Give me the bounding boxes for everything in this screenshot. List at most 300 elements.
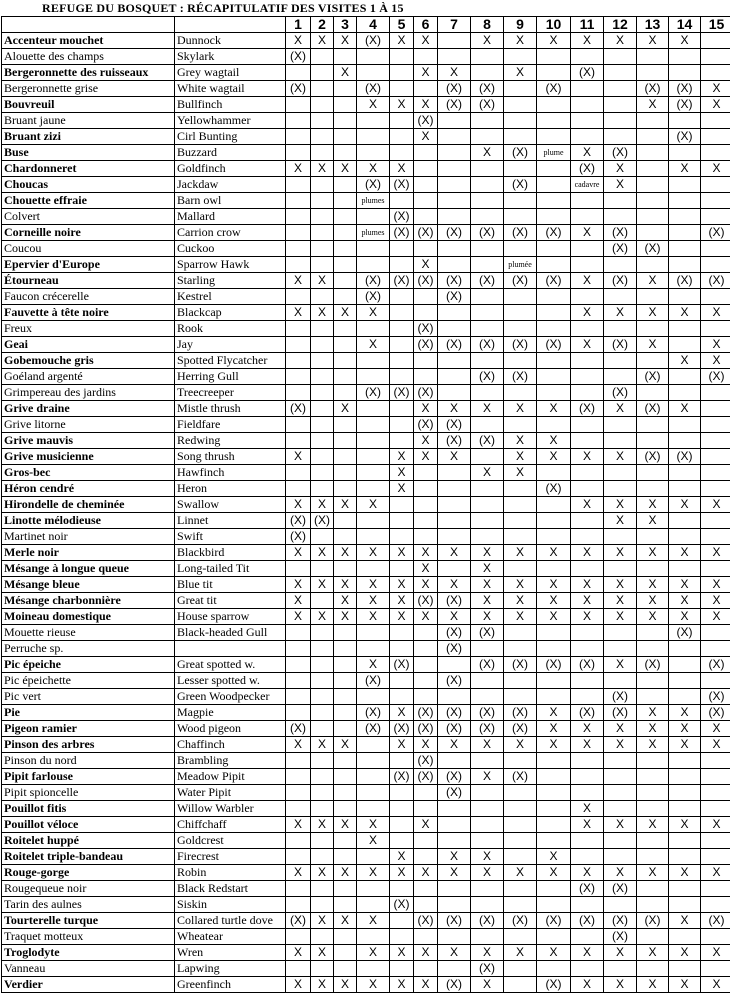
observation-cell [286,289,311,305]
observation-cell [286,353,311,369]
observation-cell [701,769,730,785]
observation-cell [537,801,571,817]
observation-cell: X [334,33,357,49]
observation-cell: (X) [471,657,504,673]
observation-cell: X [571,33,604,49]
table-row [2,161,730,177]
observation-cell [357,65,390,81]
observation-cell [334,881,357,897]
observation-cell: (X) [438,225,471,241]
observation-cell [286,465,311,481]
observation-cell [311,561,334,577]
species-english-name: Treecreeper [175,385,286,401]
observation-cell [390,561,414,577]
observation-cell: X [286,497,311,513]
observation-cell [571,97,604,113]
observation-cell: X [669,545,701,561]
observation-cell [637,193,669,209]
observation-cell [669,833,701,849]
observation-cell: X [357,945,390,961]
observation-cell [637,529,669,545]
observation-cell [334,801,357,817]
observation-cell: X [604,593,637,609]
observation-cell: X [669,945,701,961]
observation-cell: (X) [390,273,414,289]
observation-cell: X [604,609,637,625]
table-row [2,961,730,977]
observation-cell [701,417,730,433]
observation-cell [390,801,414,817]
table-row [2,865,730,881]
observation-cell: X [414,865,438,881]
species-french-name: Gobemouche gris [2,353,175,369]
observation-cell: X [438,65,471,81]
observation-cell [438,497,471,513]
observation-cell [537,385,571,401]
observation-cell: (X) [537,913,571,929]
observation-cell: (X) [571,401,604,417]
observation-cell: (X) [438,705,471,721]
species-french-name: Pic épeichette [2,673,175,689]
observation-cell [414,369,438,385]
observation-cell [701,33,730,49]
observation-cell [334,529,357,545]
observation-cell [669,753,701,769]
observation-cell: X [357,833,390,849]
species-english-name: Wood pigeon [175,721,286,737]
observation-cell [357,449,390,465]
observation-cell [669,289,701,305]
observation-cell [311,177,334,193]
observation-cell [637,849,669,865]
observation-cell [334,97,357,113]
observation-cell [414,353,438,369]
observation-cell [286,561,311,577]
observation-cell: X [286,593,311,609]
observation-cell [311,417,334,433]
observation-cell: (X) [504,769,537,785]
observation-cell [701,65,730,81]
species-french-name: Coucou [2,241,175,257]
observation-cell: (X) [390,225,414,241]
observation-cell: (X) [357,273,390,289]
observation-cell: X [637,305,669,321]
table-row [2,977,730,993]
observation-cell: X [414,433,438,449]
observation-cell: (X) [414,913,438,929]
observation-cell [471,449,504,465]
observation-cell: (X) [438,273,471,289]
species-english-name: Cirl Bunting [175,129,286,145]
observation-cell [537,497,571,513]
observation-cell [701,385,730,401]
observation-cell [471,481,504,497]
observation-cell [604,81,637,97]
observation-cell: X [390,33,414,49]
observation-cell: (X) [669,129,701,145]
observation-cell [669,369,701,385]
observation-cell: (X) [357,673,390,689]
observation-cell: X [311,977,334,993]
observation-cell: X [571,225,604,241]
observation-cell [438,49,471,65]
observation-cell: X [286,161,311,177]
observation-cell: X [669,705,701,721]
observation-cell [604,353,637,369]
observation-cell: X [537,33,571,49]
observation-cell [390,241,414,257]
observation-cell: (X) [286,401,311,417]
observation-cell: X [669,609,701,625]
table-row [2,769,730,785]
table-row [2,737,730,753]
observation-cell: X [669,817,701,833]
table-row [2,257,730,273]
observation-cell [334,241,357,257]
table-row [2,609,730,625]
observation-cell: X [604,721,637,737]
species-french-name: Martinet noir [2,529,175,545]
observation-cell [471,673,504,689]
observation-cell [637,897,669,913]
observation-cell [286,337,311,353]
observation-cell [414,481,438,497]
observation-cell [504,817,537,833]
observation-cell: X [604,577,637,593]
observation-cell [604,833,637,849]
observation-cell [637,353,669,369]
observation-cell [537,641,571,657]
observation-cell [390,113,414,129]
observation-cell [357,961,390,977]
observation-cell [701,785,730,801]
table-row [2,657,730,673]
observation-cell [390,129,414,145]
observation-cell: (X) [604,929,637,945]
species-french-name: Pipit spioncelle [2,785,175,801]
species-french-name: Hirondelle de cheminée [2,497,175,513]
observation-cell: X [571,945,604,961]
observation-cell [357,849,390,865]
observation-cell: (X) [357,721,390,737]
observation-cell: X [311,305,334,321]
observation-cell: X [357,977,390,993]
observation-cell: X [286,33,311,49]
observation-cell: X [504,433,537,449]
observation-cell: X [334,977,357,993]
observation-cell: X [637,609,669,625]
species-english-name: Heron [175,481,286,497]
table-row [2,81,730,97]
observation-cell [390,193,414,209]
observation-cell: (X) [390,657,414,673]
species-english-name: Blackcap [175,305,286,321]
observation-cell: X [357,161,390,177]
observation-cell [537,513,571,529]
observation-cell: (X) [471,337,504,353]
observation-cell [504,161,537,177]
observation-cell [637,881,669,897]
observation-cell: (X) [357,81,390,97]
observation-cell [537,529,571,545]
observation-cell: X [414,609,438,625]
table-row [2,817,730,833]
observation-cell: X [414,33,438,49]
table-row [2,833,730,849]
species-french-name: Pipit farlouse [2,769,175,785]
observation-cell [537,961,571,977]
species-french-name: Colvert [2,209,175,225]
observation-cell [637,929,669,945]
observation-cell: X [438,737,471,753]
observation-cell: X [701,161,730,177]
observation-cell [604,769,637,785]
observation-cell: (X) [504,337,537,353]
observation-cell: X [571,337,604,353]
observation-cell: (X) [414,337,438,353]
observation-cell [438,561,471,577]
species-french-name: Accenteur mouchet [2,33,175,49]
species-english-name: Blackbird [175,545,286,561]
observation-cell [604,753,637,769]
observation-cell [438,833,471,849]
observation-cell [286,961,311,977]
observation-cell: (X) [637,913,669,929]
observation-cell [504,241,537,257]
observation-cell [604,193,637,209]
observation-cell [357,689,390,705]
species-english-name: Long-tailed Tit [175,561,286,577]
observation-cell [357,641,390,657]
observation-cell: X [637,545,669,561]
observation-cell [390,881,414,897]
observation-cell: X [357,865,390,881]
observation-cell [537,209,571,225]
observation-cell: (X) [390,721,414,737]
observation-cell: X [390,945,414,961]
observation-cell [438,801,471,817]
observation-cell [504,801,537,817]
observation-cell [357,753,390,769]
species-french-name: Tarin des aulnes [2,897,175,913]
observation-cell [286,705,311,721]
observation-cell [537,929,571,945]
observation-cell [669,193,701,209]
observation-cell: X [438,449,471,465]
observation-cell [311,801,334,817]
observation-cell [637,65,669,81]
observation-cell [701,257,730,273]
observation-cell: (X) [471,721,504,737]
observation-cell: X [571,721,604,737]
table-row [2,321,730,337]
observation-cell: X [334,913,357,929]
observation-cell: X [571,545,604,561]
observation-cell: X [334,865,357,881]
observation-cell [701,561,730,577]
observation-cell: X [414,561,438,577]
observation-cell [637,481,669,497]
observation-cell [504,929,537,945]
species-french-name: Pie [2,705,175,721]
observation-cell: X [286,273,311,289]
observation-cell [311,673,334,689]
observation-cell [311,593,334,609]
observation-cell [701,449,730,465]
observation-cell: X [438,545,471,561]
observation-cell: X [334,737,357,753]
observation-cell: cadavre [571,177,604,193]
observation-cell: (X) [537,81,571,97]
observation-cell [390,529,414,545]
observation-cell [438,257,471,273]
observation-cell [286,241,311,257]
species-french-name: Bergeronnette des ruisseaux [2,65,175,81]
table-row [2,625,730,641]
observation-cell [390,321,414,337]
observation-cell [471,241,504,257]
table-row [2,417,730,433]
observation-cell [438,753,471,769]
observation-cell [571,529,604,545]
observation-cell [537,897,571,913]
observation-cell: X [504,65,537,81]
observation-cell: X [471,33,504,49]
observation-cell [357,209,390,225]
species-english-name: Song thrush [175,449,286,465]
visit-number-header: 10 [537,17,571,33]
observation-cell: X [537,865,571,881]
species-english-name: Willow Warbler [175,801,286,817]
observation-cell: (X) [286,721,311,737]
observation-cell: X [357,497,390,513]
observation-cell [357,561,390,577]
observation-cell [504,385,537,401]
observation-cell: (X) [701,225,730,241]
species-french-name: Mésange bleue [2,577,175,593]
observation-cell [637,961,669,977]
observation-cell [286,177,311,193]
table-row [2,385,730,401]
observation-cell [334,337,357,353]
observation-cell: (X) [571,705,604,721]
observation-cell: (X) [537,481,571,497]
observation-cell [537,753,571,769]
table-row [2,945,730,961]
observation-cell [334,481,357,497]
observation-cell [357,881,390,897]
observation-cell [334,209,357,225]
observation-cell: (X) [414,113,438,129]
observation-cell: X [571,305,604,321]
species-english-name: Jackdaw [175,177,286,193]
observation-cell: (X) [637,81,669,97]
observation-cell [334,369,357,385]
observation-cell: X [604,449,637,465]
observation-cell: X [637,33,669,49]
observation-cell: (X) [390,177,414,193]
species-french-name: Verdier [2,977,175,993]
observation-cell [637,177,669,193]
observation-cell [604,417,637,433]
observation-cell [311,401,334,417]
observation-cell [286,657,311,673]
visit-number-header: 15 [701,17,730,33]
observation-cell: (X) [504,369,537,385]
observation-cell [537,97,571,113]
species-french-name: Perruche sp. [2,641,175,657]
observation-cell [286,417,311,433]
observation-cell [286,433,311,449]
observation-cell: X [357,97,390,113]
observation-cell: (X) [311,513,334,529]
observation-cell: X [471,577,504,593]
observation-cell [504,897,537,913]
observation-cell: (X) [604,241,637,257]
table-row [2,497,730,513]
observation-cell [504,673,537,689]
species-english-name [175,641,286,657]
observation-cell [604,529,637,545]
observation-cell [438,385,471,401]
observation-cell [669,929,701,945]
observation-cell: (X) [571,657,604,673]
observation-cell [334,625,357,641]
observation-cell [286,689,311,705]
observation-cell [334,193,357,209]
species-english-name: Buzzard [175,145,286,161]
observation-cell [438,689,471,705]
table-row [2,225,730,241]
observation-cell [311,641,334,657]
observation-cell: (X) [537,337,571,353]
observation-cell: (X) [286,81,311,97]
observation-cell: X [604,305,637,321]
species-english-name: Hawfinch [175,465,286,481]
observation-cell: X [334,577,357,593]
observation-cell: (X) [414,753,438,769]
observation-cell [701,241,730,257]
species-french-name: Choucas [2,177,175,193]
species-french-name: Traquet motteux [2,929,175,945]
visit-number-header: 3 [334,17,357,33]
observation-cell [701,881,730,897]
observation-cell [357,529,390,545]
observation-cell [571,417,604,433]
observation-cell [334,849,357,865]
species-english-name: Goldcrest [175,833,286,849]
observation-cell [286,321,311,337]
observation-cell [504,209,537,225]
observation-cell [334,385,357,401]
observation-cell [334,225,357,241]
observation-cell: (X) [471,225,504,241]
observation-cell: (X) [414,705,438,721]
observation-cell: X [604,513,637,529]
observation-cell [604,561,637,577]
observation-cell: X [504,401,537,417]
observation-cell [504,689,537,705]
observation-cell [311,65,334,81]
observation-cell [357,769,390,785]
observation-cell [701,177,730,193]
observation-cell: X [537,609,571,625]
observation-cell [311,625,334,641]
observation-cell: X [701,497,730,513]
observation-cell: X [286,865,311,881]
observation-cell [390,641,414,657]
observation-cell: (X) [471,81,504,97]
